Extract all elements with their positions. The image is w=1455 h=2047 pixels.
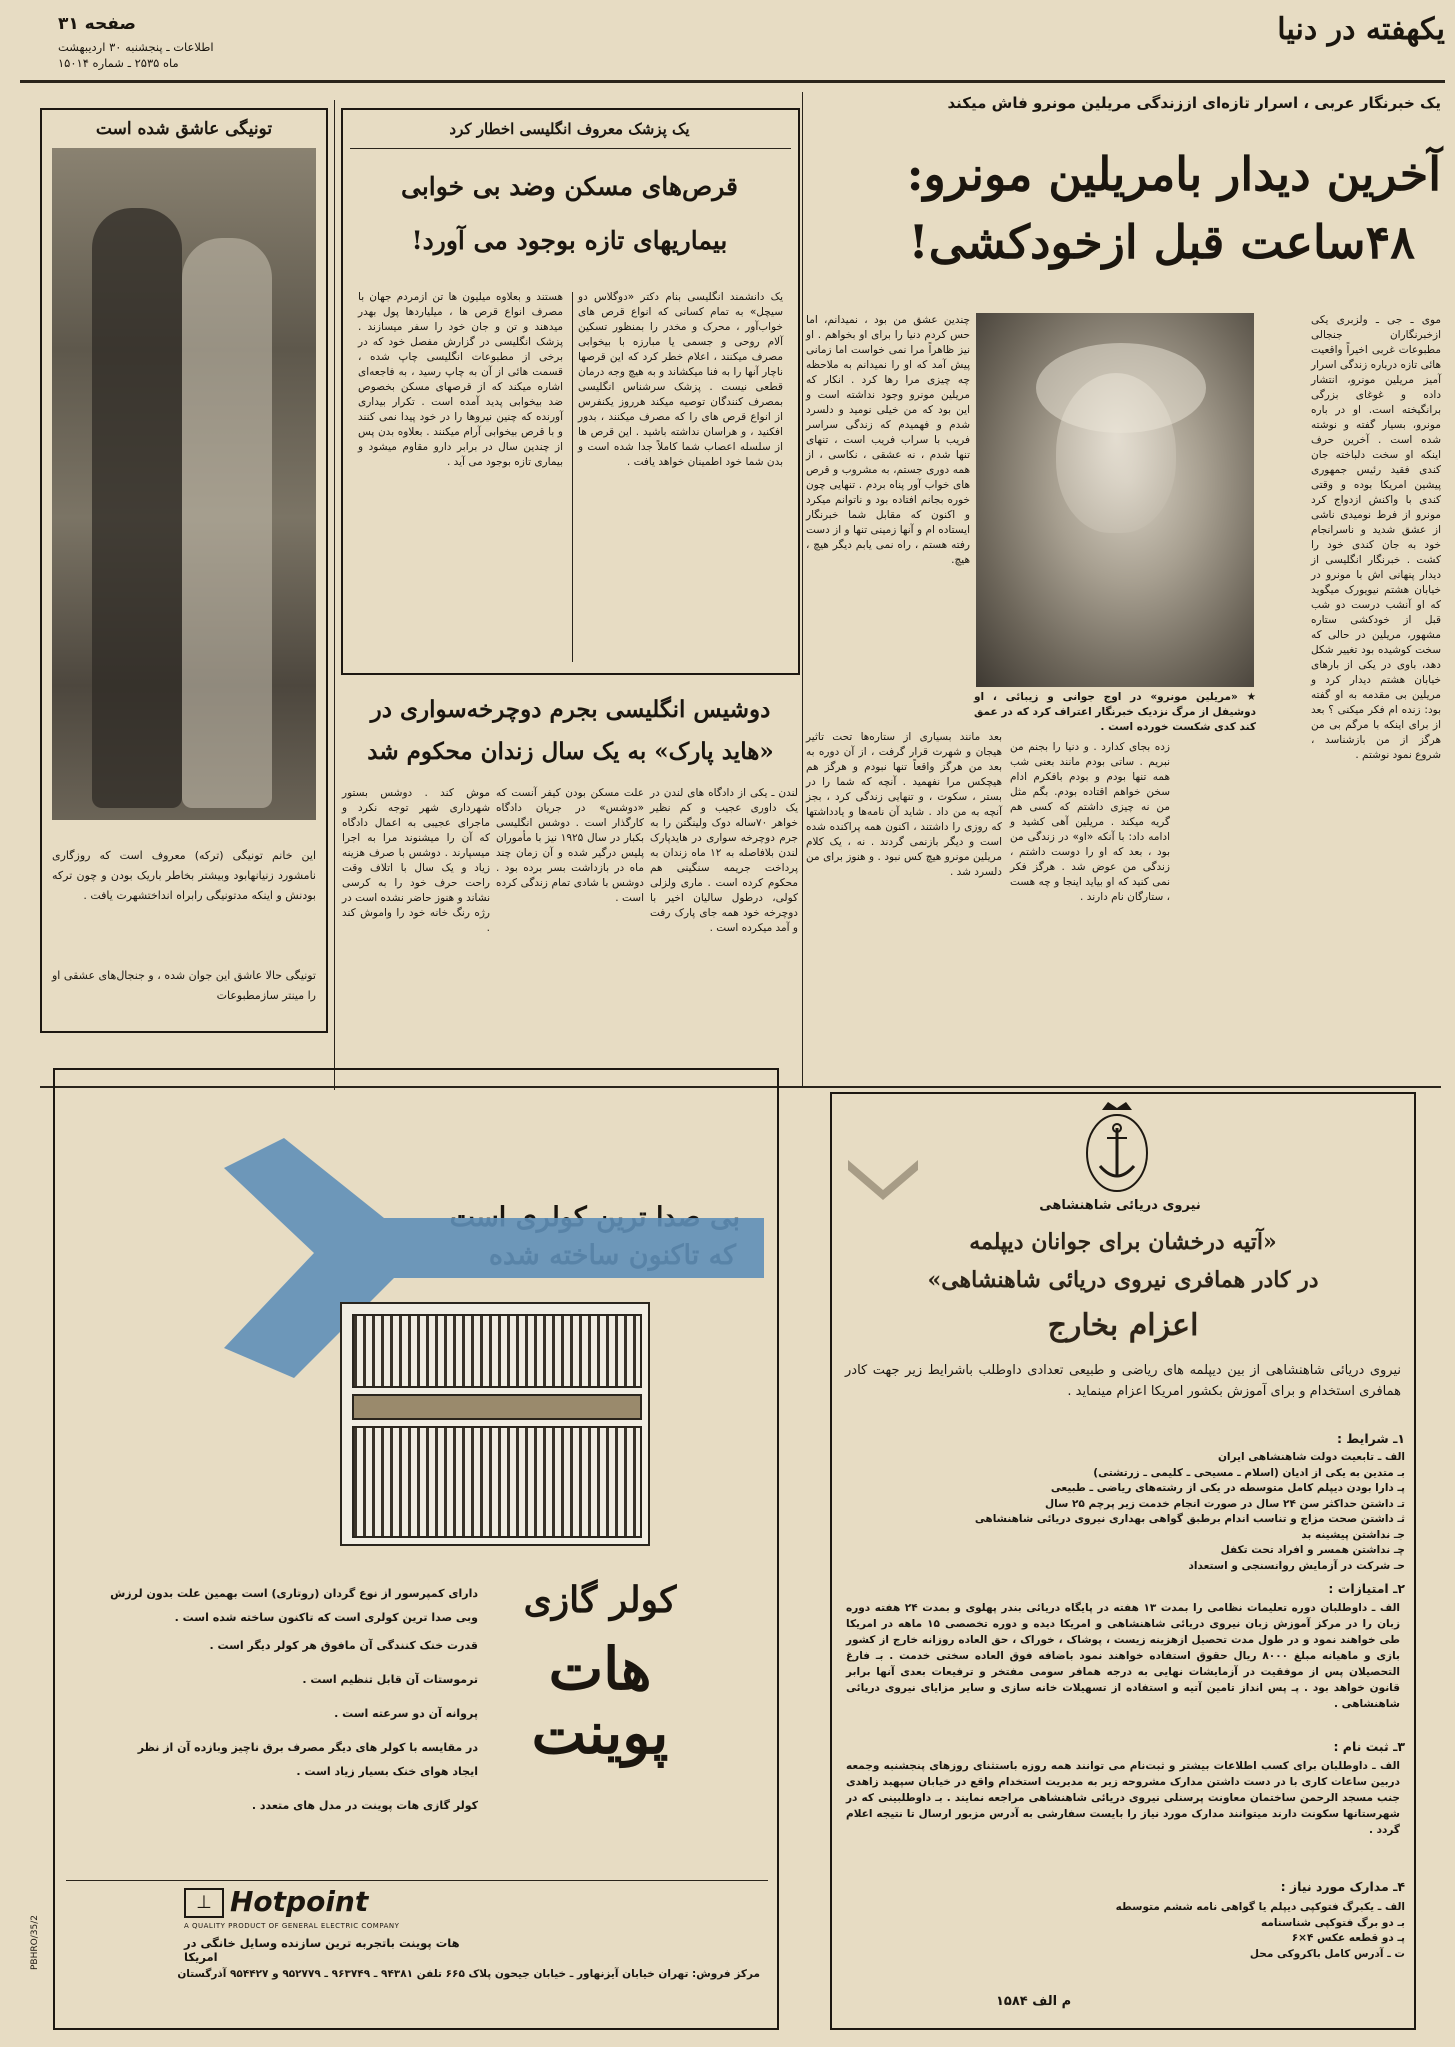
- portrait-hair: [1036, 343, 1206, 433]
- section-title: یکهفته در دنیا: [1277, 12, 1445, 47]
- hotpoint-brand-fa-2: پوینت: [531, 1699, 669, 1767]
- hotpoint-product-line: کولر گازی: [523, 1579, 677, 1621]
- navy-sec1-title: ۱ـ شرایط :: [1336, 1431, 1405, 1446]
- hotpoint-footer-rule: [66, 1880, 768, 1881]
- cond-1: الف ـ تابعیت دولت شاهنشاهی ایران: [1217, 1451, 1405, 1463]
- column-rule-right: [802, 92, 803, 1087]
- couple-photo-icon: [92, 208, 182, 808]
- doctor-col-1: یک دانشمند انگلیسی بنام دکتر «دوگلاس دو سیچل» به تمام کسانی که انواع قرص های خواب‌آور ، محرک و مخدر را بمنظور تسکین آلام روحی و جسمی یا مبارزه با بیخوابی مصرف میکنند ، اعلام خطر کرد که این قرصها ناچار آنها را به فنا میکشاند و به هیچ وجه درمان قطعی نیست . پزشک سرشناس انگلیسی بمصرف کنندگان توصیه میکند هرروز یکنفرس از انواع قرص های را که مصرف میکنند ، بدور افکنید ، و هراسان نداشته باشید . این قرص ها از سلسله اعصاب شما کاملاً جدا شده است و بدن شما خود اطمینان خواهد یافت .: [578, 291, 783, 468]
- page-number: صفحه ۳۱: [58, 14, 136, 34]
- cond-6: جـ نداشتن پیشینه بد: [1301, 1528, 1405, 1541]
- hotpoint-brand-fa-1: هات: [548, 1635, 652, 1703]
- hotpoint-logo-mark: ⊥: [184, 1888, 224, 1918]
- cyclist-col-3: موش کند . دوشس بستور شهرداری شهر توجه نکرد و ماجرای عجیبی به اعمال دادگاه که آن را میشنوند مرا به اجرا میسپارند . دوشس با صرف هزینه زیاد و یک سال با اتلاف وقت راحت حرف خود را به کرسی نشاند و هنوز حاضر نشده است در رژه رنگ خانه خود را واموش کند .: [342, 787, 490, 934]
- navy-org-name: نیروی دریائی شاهنشاهی: [1039, 1198, 1201, 1213]
- navy-sec3-title: ۳ـ ثبت نام :: [1333, 1739, 1405, 1754]
- navy-sec4-title: ۴ـ مدارک مورد نیاز :: [1280, 1879, 1405, 1894]
- doctor-col-2: هستند و بعلاوه میلیون ها تن ازمردم جهان با مصرف انواع قرص ها ، میلیاردها پول بهدر میدهند و تن و جان خود را سفر میسازند . پزشک انگلیسی در گزارش مفصل خود که در برخی از مطبوعات انگلیسی چاپ شده ، قسمت هائی از آن به چاپ رسید ، به فاجعه‌ای اشاره میکند که از قرصهای مسکن بخصوص ضد بیخوابی پدید آمده است . تکرار بیداری آورنده که چنین نیروها را در خود پیدا نمی کنند و با قرص بیخوابی آرام میکنند . بعلاوه بدن پس از چندین سال در برابر دارو مقاوم میشود و بیماری تازه بوجود می آید .: [358, 291, 563, 468]
- cond-2: بـ متدین به یکی از ادیان (اسلام ـ مسیحی ـ کلیمی ـ زرتشتی): [1093, 1466, 1405, 1479]
- hotpoint-brand-sub-en: A QUALITY PRODUCT OF GENERAL ELECTRIC COMPANY: [184, 1922, 400, 1930]
- monroe-col-1: موی ـ جی ـ ولزبری یکی ازخبرنگاران جنجالی مطبوعات غربی اخیراً واقعیت هائی تازه درباره زندگی اسرار آمیز مریلین مونرو، انتشار داده و غوغای بزرگی برانگیخته است. او در باره مونرو، بسیار گفته و نوشته شده است . آخرین حرف اینکه او سخت دلباخته جان کندی فقید رئیس جمهوری پیشین امریکا بوده و وقتی کندی با واکنش ازدواج کرد مونرو از فرط نومیدی ناشی از عشق شدید و ناسرانجام خود به جان کندی خود را کشت . خبرنگار انگلیسی از دیدار پنهانی اش با مونرو در خیابان هشتم نیویورک میگوید که او آنشب درست دو شب قبل از خودکشی ستاره مشهور، مریلین در حالی که سخت کوشیده بود تغییر شکل دهد، باوی در یکی از بارهای خیابان هشتم دیدار کرد و مریلین بی مقدمه به او گفته بود: زنده ام فکر میکنی ؟ بعد از برای اینکه با مرگم بی من هرگز از من بازشناسد ، شروع نمود نوشتم .: [1311, 314, 1441, 761]
- issue-line-1: اطلاعات ـ پنجشنبه ۳۰ اردیبهشت: [58, 40, 214, 54]
- feature-4: ترموستات آن قابل تنظیم است .: [302, 1673, 478, 1686]
- masthead-rule: [20, 80, 1445, 83]
- navy-ad-code: م الف ۱۵۸۴: [996, 1994, 1072, 2009]
- doc-4: ت ـ آدرس کامل باکروکی محل: [1249, 1947, 1405, 1960]
- monroe-kicker: یک خبرنگار عربی ، اسرار تازه‌ای اززندگی مریلین مونرو فاش میکند: [947, 94, 1441, 112]
- hotpoint-code: PBHRO/35/2: [30, 1915, 40, 1970]
- monroe-portrait: [976, 313, 1254, 687]
- navy-headline-3: اعزام بخارج: [1047, 1308, 1199, 1343]
- monroe-headline-2: ۴۸ساعت قبل ازخودکشی!: [908, 215, 1415, 269]
- navy-sec2-title: ۲ـ امتیازات :: [1328, 1581, 1405, 1596]
- navy-headline-1: «آتیه درخشان برای جوانان دیپلمه: [969, 1229, 1277, 1255]
- navy-sec2-text: الف ـ داوطلبان دوره تعلیمات نظامی را بمدت ۱۳ هفته در پایگاه دریائی بندر پهلوی و بمدت ۲۴ هفته دوره زبان را در مرکز آموزش زبان نیروی دریائی شاهنشاهی و امریکا دیده و دوره تخصصی ۱۵ ماهه در امریکا طی خواهند نمود و در طول مدت تحصیل ازهزینه زیست ، پوشاک ، خوراک ، حق العاده روزانه خارج از کشور بازی و ماهیانه مبلغ ۸۰۰۰ ریال حقوق استفاده خواهند نمود باضافه فوق العاده سختی خدمت . بـ فارغ التحصیلان پس از موفقیت در آزمایشات نهایی به درجه همافر سومی مفتخر و ترفیعات بعدی آنها برابر قانون خواهد بود . پـ پس انداز تامین آتیه و استفاده از تسهیلات خانه سازی و سایر مزایای نیروی دریائی شاهنشاهی .: [846, 1602, 1400, 1710]
- column-rule-mid: [334, 100, 335, 1090]
- navy-sec1-list: [885, 1450, 1405, 1574]
- doctor-kicker-rule: [350, 148, 791, 149]
- cyclist-headline-2: «هاید پارک» به یک سال زندان محکوم شد: [367, 738, 774, 765]
- doctor-headline-1: قرص‌های مسکن وضد بی خوابی: [400, 172, 738, 201]
- monroe-headline-1: آخرین دیدار بامریلین مونرو:: [906, 147, 1441, 201]
- tonigi-headline: تونیگی عاشق شده است: [95, 119, 273, 139]
- feature-1: دارای کمپرسور از نوع گردان (روتاری) است بهمین علت بدون لرزش: [110, 1587, 478, 1600]
- cyclist-headline-1: دوشیس انگلیسی بجرم دوچرخه‌سواری در: [370, 696, 771, 723]
- cond-8: حـ شرکت در آزمایش روانسنجی و استعداد: [1188, 1559, 1405, 1572]
- tonigi-photo: [52, 148, 316, 820]
- hotpoint-features: [92, 1586, 478, 1814]
- monroe-col-2: چندین عشق من بود ، نمیدانم، اما حس کردم دنیا را برای او بخواهم . او نیز ظاهراً مرا نمی خواست اما زمانی پیش آمد که او را نمیدانم به ملاحظه چه چیزی مرا رها کرد . انکار که مریلین مونرو وجود نداشته است و این بود که من خیلی نومید و دلسرد شدم و فهمیدم که زندگی سراسر فریب با سراب فریب است ، تنهای تنها شدم ، نه عشقی ، نکاسی ، از همه دوری جستم، به مشروب و قرص های خواب آور پناه بردم . تنهایی چون خوره بجانم افتاده بود و ناتوانم میکرد و اکنون که مقابل شما خبرنگار ایستاده ام و آنها زمینی تنها و از دست رفته هستم ، راه نمی یابم دیگر هیچ ، هیچ.: [806, 314, 970, 566]
- doc-1: الف ـ یکبرگ فتوکپی دیپلم یا گواهی نامه ششم متوسطه: [1115, 1901, 1405, 1913]
- feature-2: وبی صدا ترین کولری است که تاکنون ساخته شده است .: [174, 1611, 478, 1624]
- hotpoint-address: مرکز فروش: تهران خیابان آیزنهاور ـ خیابان جیحون پلاک ۶۶۵ تلفن ۹۴۳۸۱ ـ ۹۶۳۷۴۹ ـ ۹۵۲۷۷۹ و ۹۵۴۴۲۷ آذرگستان: [177, 1968, 760, 1980]
- tonigi-caption-2: تونیگی حالا عاشق این جوان شده ، و جنجال‌های عشقی او را مینتر سازمطبوعات: [52, 969, 316, 1002]
- navy-sec4-list: [885, 1900, 1405, 1962]
- woman-figure: [182, 238, 272, 808]
- navy-crown-anchor-emblem-icon: [1080, 1098, 1154, 1198]
- feature-8: کولر گازی هات پوینت در مدل های متعدد .: [251, 1799, 478, 1812]
- hotpoint-brand-sub-fa: هات پوینت باتجربه ترین سازنده وسایل خانگی در امریکا: [184, 1936, 460, 1964]
- navy-sec3-text: الف ـ داوطلبان برای کسب اطلاعات بیشتر و ثبت‌نام می توانند همه روزه باستثنای روزهای پنجشنبه وجمعه دربین ساعات کاری با در دست داشتن مدارک مشروحه زیر به مدیریت استخدام واقع در خیابان سپهبد زاهدی جنب مسجد الرحمن ساختمان معاونت پرسنلی نیروی دریائی شاهنشاهی مراجعه نمایند . بـ داوطلبینی که در شهرستانها سکونت دارند میتوانند مدارک مورد نیاز را بایست سفارشی به آدرس مزبور ارسال تا نتیجه اعلام گردد .: [846, 1760, 1400, 1836]
- navy-headline-2: در کادر همافری نیروی دریائی شاهنشاهی»: [927, 1267, 1319, 1293]
- monroe-col-3: زده بجای کدارد . و دنیا را بجنم من نبریم . ساتی بودم مانند بعنی شب همه تنها بودم و بودم بافکرم ادام سخن خواهم اقتاده بودم. بگم مثل من نه چیزی داشتم که کسی هم گریه میکند . مریلین آهی کشید و ادامه داد: با آنکه «او» در زندگی من بود ، بعد که او را دوست داشتم ، زندگی من عوض شد . هرگز فکر نمی کنید که او بیاید اینجا و چه هست ، ستارگان نام دارند .: [1010, 741, 1170, 903]
- doctor-headline-2: بیماریهای تازه بوجود می آورد!: [411, 226, 728, 255]
- cond-4: تـ داشتن حداکثر سن ۲۴ سال در صورت انجام خدمت زیر پرچم ۲۵ سال: [1044, 1497, 1405, 1510]
- monroe-col-4: بعد مانند بسیاری از ستاره‌ها تحت تاثیر هیجان و شهرت قرار گرفت ، از آن دوره به بعد من هرگز واقعاً تنها نبودم و هرگز هم هیچکس مرا نفهمید . آنچه که شما را در بستر ، سکوت ، و تنهایی زندگی کرد ، بجز آنچه به من داد . شاید آن نامه‌ها و یادداشتها که روزی را داشتند ، اکنون همه پراکنده شده است و دیگر بازنمی گردند . نه ، یک کلام مریلین مونرو هیچ کس نبود . و هنوز برای من دلسرد شد .: [806, 731, 1002, 878]
- doc-3: پـ دو قطعه عکس ۴×۶: [1291, 1932, 1405, 1944]
- feature-7: ایجاد هوای خنک بسیار زیاد است .: [296, 1765, 478, 1778]
- feature-6: در مقایسه با کولر های دیگر مصرف برق ناچیز وبازده آن از نظر: [137, 1741, 478, 1754]
- cyclist-col-2: علت مسکن بودن کیفر آنست که «دوشس» در جریان دادگاه کارگذار است . دوشس انگلیسی بکبار در سال ۱۹۲۵ نیز با مأموران پلیس درگیر شده و آن زمان چند ماه در بازداشت بسر برده بود . دوشس با شادی تمام زندگی کرده است .: [496, 787, 645, 904]
- monroe-photo-caption: ★ «مریلین مونرو» در اوج جوانی و زیبائی ، او دوشیفل از مرگ نزدیک خبرنگار اعتراف کرد که در عمق کند کدی شکست خورده است .: [974, 691, 1256, 733]
- tonigi-caption-1: این خانم تونیگی (ترکه) معروف است که روزگاری نامشورد زنیانهابود وبیشتر بخاطر باریک بودن و چون ترکه بودنش و اینکه مدتونیگی رابراه انداختشهرت یافت .: [52, 849, 316, 902]
- feature-5: پروانه آن دو سرعته است .: [334, 1707, 478, 1720]
- navy-intro: نیروی دریائی شاهنشاهی از بین دیپلمه های ریاضی و طبیعی تعدادی داوطلب باشرایط زیر جهت کادر همافری استخدام و برای آموزش بکشور امریکا اعزام مینماید .: [845, 1363, 1401, 1399]
- hotpoint-brand-en: Hotpoint: [230, 1885, 369, 1918]
- doc-2: بـ دو برگ فتوکپی شناسنامه: [1260, 1916, 1405, 1929]
- issue-line-2: ماه ۲۵۳۵ ـ شماره ۱۵۰۱۴: [58, 56, 179, 70]
- cond-3: پـ دارا بودن دیپلم کامل متوسطه در یکی از رشته‌های ریاضی ـ طبیعی: [1050, 1482, 1405, 1494]
- doctor-kicker: یک پزشک معروف انگلیسی اخطار کرد: [449, 120, 690, 138]
- feature-3: قدرت خنک کنندگی آن مافوق هر کولر دیگر است .: [209, 1639, 478, 1652]
- cond-5: ثـ داشتن صحت مزاج و تناسب اندام برطبق گواهی بهداری نیروی دریائی شاهنشاهی: [974, 1513, 1405, 1525]
- air-cooler-unit-icon: [340, 1302, 650, 1546]
- cond-7: چـ نداشتن همسر و افراد تحت تکفل: [1220, 1544, 1405, 1556]
- hotpoint-headline-1: بی صدا ترین کولری است: [449, 1202, 740, 1233]
- cyclist-col-1: لندن ـ یکی از دادگاه های لندن در یک داوری عجیب و کم نظیر خواهر ۷۰ساله دوک ولینگتن را به جرم دوچرخه سواری در هایدپارک لندن بلافاصله به ۱۲ ماه زندان به پرداخت جریمه سنگینی هم محکوم کرده است . ماری ولزلی کولی، درطول سالیان اخیر با دوچرخه خود همه جای پارک رفت و آمد میکرده است .: [650, 787, 798, 934]
- chevron-down-icon: [848, 1160, 918, 1200]
- doctor-col-rule: [572, 292, 573, 662]
